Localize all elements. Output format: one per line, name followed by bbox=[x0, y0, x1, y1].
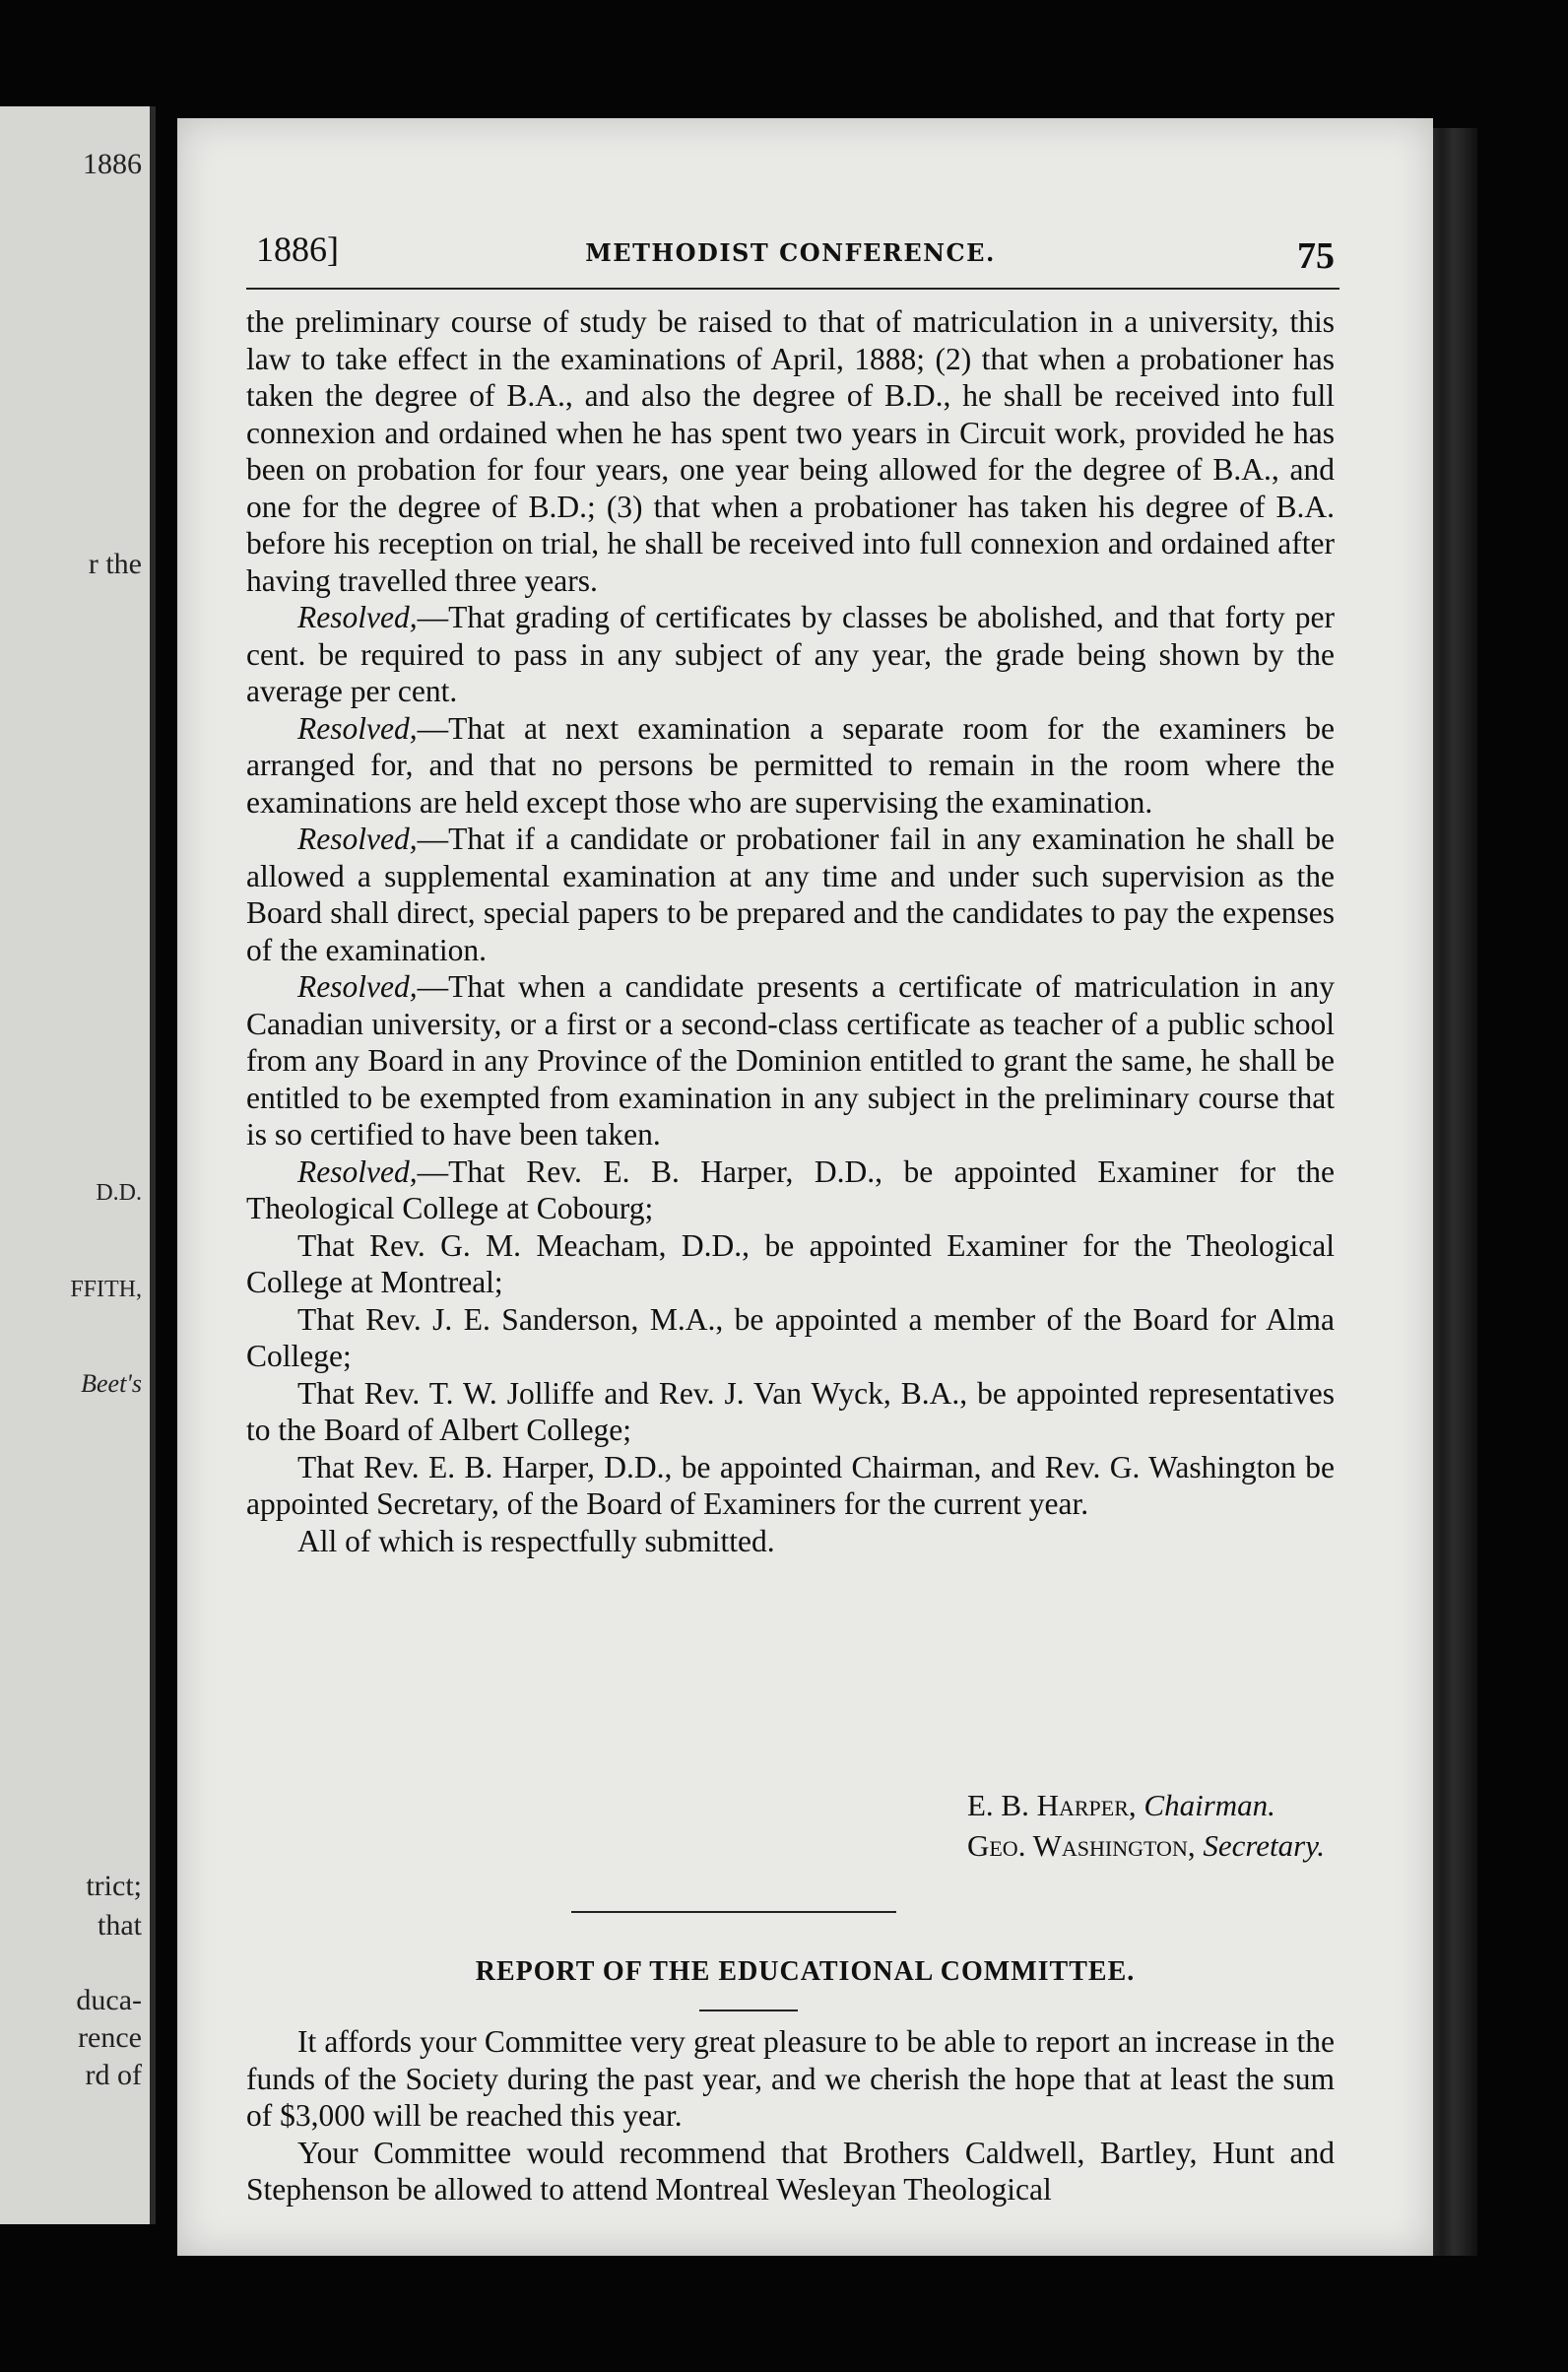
heading-rule bbox=[699, 2010, 798, 2011]
header-rule bbox=[246, 288, 1339, 290]
facing-page-fragment: rence bbox=[78, 2021, 142, 2054]
resolution-text: —That at next examination a separate room for the examiners be arranged for, and that no persons be permitted to remain in the room where the examinations are held except those who are supervising the examination. bbox=[246, 710, 1335, 820]
signer-name: Geo. Washington, bbox=[966, 1828, 1196, 1863]
resolution-text: —That grading of certificates by classes be abolished, and that forty per cent. be required to pass in any subject of any year, the grade being shown by the average per cent. bbox=[246, 600, 1335, 708]
page-number: 75 bbox=[1297, 235, 1335, 277]
running-head bbox=[256, 229, 1335, 278]
facing-page-fragment: D.D. bbox=[96, 1180, 142, 1206]
resolution-text: —That Rev. E. B. Harper, D.D., be appointed Examiner for the Theological College at Cobourg; bbox=[246, 1153, 1335, 1225]
facing-page-edge bbox=[0, 106, 156, 2224]
facing-page-fragment: Beet's bbox=[81, 1369, 142, 1398]
facing-page-fragment: FFITH, bbox=[70, 1277, 142, 1302]
facing-page-fragment: r the bbox=[88, 548, 142, 580]
appointment-alma: That Rev. J. E. Sanderson, M.A., be appointed a member of the Board for Alma College; bbox=[246, 1301, 1335, 1373]
appointment-albert: That Rev. T. W. Jolliffe and Rev. J. Van Wyck, B.A., be appointed representatives to the Board of Albert College; bbox=[246, 1375, 1335, 1447]
signer-name: E. B. Harper, bbox=[966, 1788, 1137, 1822]
signer-role: Secretary. bbox=[1203, 1828, 1325, 1863]
resolution-supplemental bbox=[246, 821, 1335, 968]
paragraph-continuation: the preliminary course of study be raised to that of matriculation in a university, this law to take effect in the examinations of April, 1888; (2) that when a probationer has taken the degree of B.A., and also the degree of B.D., he shall be received into full connexion and ordained when he has spent two years in Circuit work, provided he has been on probation for four years, one year being allowed for the degree of B.A., and one for the degree of B.D.; (3) that when a probationer has taken his degree of B.A. before his reception on trial, he shall be received into full connexion and ordained after having travelled three years. bbox=[246, 304, 1335, 598]
appointment-chairman: That Rev. E. B. Harper, D.D., be appointed Chairman, and Rev. G. Washington be appointed Secretary, of the Board of Examiners for the current year. bbox=[246, 1449, 1335, 1521]
header-title: METHODIST CONFERENCE. bbox=[585, 238, 996, 267]
resolved-label: Resolved, bbox=[297, 710, 418, 746]
resolved-label: Resolved, bbox=[297, 969, 418, 1004]
signer-role: Chairman. bbox=[1143, 1788, 1275, 1822]
resolved-label: Resolved, bbox=[297, 822, 418, 856]
resolution-text: —That if a candidate or probationer fail in any examination he shall be allowed a supplemental examination at any time and under such supervision as the Board shall direct, special papers to be prepared and the candidates to pay the expenses of the examination. bbox=[246, 822, 1335, 967]
signature-block bbox=[967, 1785, 1325, 1866]
closing-line: All of which is respectfully submitted. bbox=[297, 1523, 775, 1558]
resolved-label: Resolved, bbox=[297, 1153, 418, 1189]
report-paragraph: It affords your Committee very great pleasure to be able to report an increase in the funds of the Society during the past year, and we cherish the hope that at least the sum of $3,000 will be reached this year. bbox=[246, 2024, 1335, 2133]
appointment-montreal: That Rev. G. M. Meacham, D.D., be appointed Examiner for the Theological College at Montreal; bbox=[246, 1227, 1335, 1299]
signature-secretary bbox=[967, 1825, 1325, 1866]
resolution-text: —That when a candidate presents a certificate of matriculation in any Canadian university, or a first or a second-class certificate as teacher of a public school from any Board in any Province of the Dominion entitled to grant the same, he shall be entitled to be exempted from examination in any subject in the preliminary course that is so certified to have been taken. bbox=[246, 969, 1335, 1152]
facing-page-fragment: duca- bbox=[76, 1984, 142, 2016]
resolution-grading bbox=[246, 599, 1335, 710]
facing-page-fragment: that bbox=[98, 1909, 142, 1942]
minutes-body bbox=[246, 303, 1335, 1559]
signature-chairman bbox=[967, 1785, 1325, 1825]
facing-page-fragment: trict; bbox=[86, 1870, 142, 1902]
resolved-label: Resolved, bbox=[297, 600, 418, 634]
section-divider bbox=[571, 1911, 896, 1913]
report-body bbox=[246, 2023, 1335, 2208]
resolution-examiner-cobourg bbox=[246, 1153, 1335, 1227]
facing-page-fragment: rd of bbox=[85, 2059, 142, 2091]
facing-page-fragment: 1886 bbox=[83, 148, 142, 180]
header-year: 1886] bbox=[256, 230, 339, 269]
section-heading: REPORT OF THE EDUCATIONAL COMMITTEE. bbox=[475, 1956, 1136, 1987]
report-paragraph: Your Committee would recommend that Brothers Caldwell, Bartley, Hunt and Stephenson be allowed to attend Montreal Wesleyan Theological bbox=[246, 2135, 1335, 2207]
book-page bbox=[177, 118, 1433, 2256]
resolution-exam-room bbox=[246, 710, 1335, 822]
resolution-matriculation bbox=[246, 968, 1335, 1153]
